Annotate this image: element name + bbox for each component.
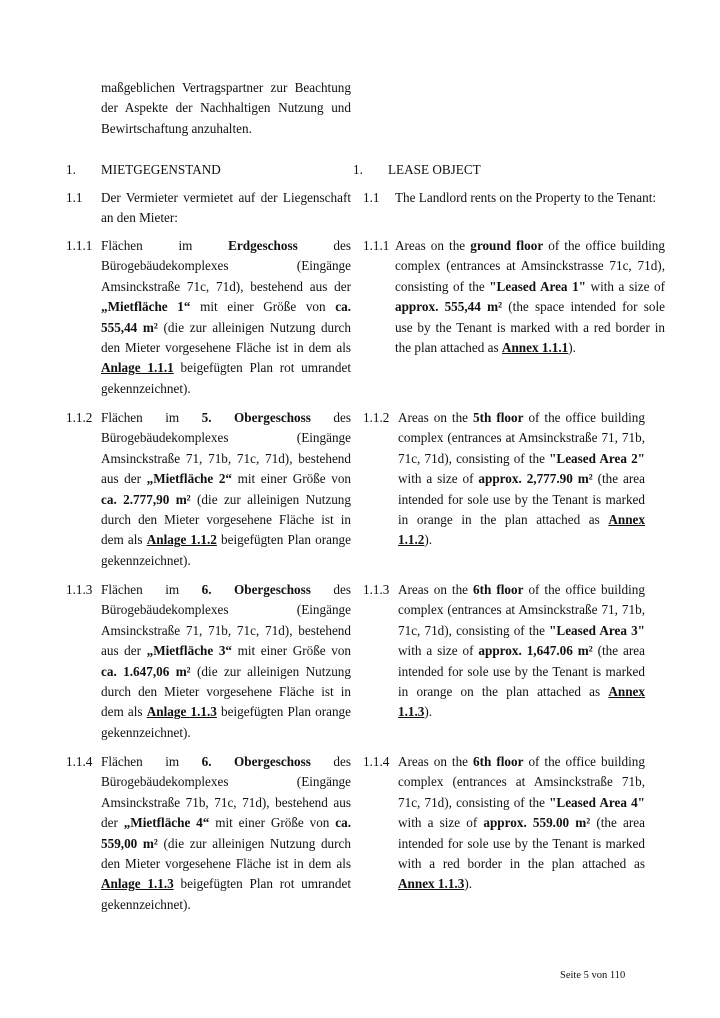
clause-number-de: 1.1.2 (66, 410, 93, 425)
page-number: Seite 5 von 110 (560, 970, 626, 981)
clause-number-en: 1.1 (363, 190, 380, 205)
annex-reference: Annex 1.1.1 (501, 340, 569, 356)
clause-text-de: Flächen im Erdgeschoss des Bürogebäudekomplexes (Eingänge Amsinckstraße 71c, 71d), bestehend aus der „Mietfläche 1“ mit einer Größe von ca. 555,44 m² (die zur alleinigen Nutzung durch den Mieter vorgesehene Fläche ist in dem als Anlage 1.1.1 beigefügten Plan rot umrandet gekennzeichnet). (101, 238, 351, 396)
clause-text-de: Flächen im 6. Obergeschoss des Bürogebäudekomplexes (Eingänge Amsinckstraße 71, 71b, 71c, 71d), bestehend aus der „Mietfläche 3“ mit einer Größe von ca. 1.647,06 m² (die zur alleinigen Nutzung durch den Mieter vorgesehene Fläche ist in dem als Anlage 1.1.3 beigefügten Plan orange gekennzeichnet). (101, 582, 352, 740)
clause-number-de: 1.1.1 (66, 238, 93, 253)
clause-text-en: Areas on the 6th floor of the office building complex (entrances at Amsinckstraße 71, 71b, 71c, 71d), consisting of the "Leased Area 3" with a size of approx. 1,647.06 m² (the area intended for sole use by the Tenant is marked in orange on the plan attached as Annex 1.1.3). (398, 582, 646, 720)
annex-reference: Anlage 1.1.2 (146, 532, 217, 548)
clause-text-en: Areas on the 6th floor of the office building complex (entrances at Amsinckstraße 71b, 71c, 71d), consisting of the "Leased Area 4" with a size of approx. 559.00 m² (the area intended for sole use by the Tenant is marked with a red border in the plan attached as Annex 1.1.3). (398, 754, 646, 892)
section-number-de: 1. (66, 162, 76, 177)
section-number-en: 1. (353, 162, 363, 177)
clause-number-en: 1.1.2 (363, 410, 390, 425)
clause-number-de: 1.1 (66, 190, 83, 205)
intro-paragraph (101, 78, 351, 139)
annex-reference: Anlage 1.1.3 (101, 876, 174, 892)
clause-number-en: 1.1.3 (363, 582, 390, 597)
section-title-en: LEASE OBJECT (388, 162, 481, 177)
clause-number-en: 1.1.1 (363, 238, 390, 253)
intro-text: maßgeblichen Vertragspartner zur Beachtung der Aspekte der Nachhaltigen Nutzung und Bewirtschaftung anzuhalten. (101, 80, 351, 136)
clause-text-en: Areas on the ground floor of the office building complex (entrances at Amsinckstrasse 71c, 71d), consisting of the "Leased Area 1" with a size of approx. 555,44 m² (the space intended for sole use by the Tenant is marked with a red border in the plan attached as Annex 1.1.1). (395, 238, 665, 356)
clause-text-de: Flächen im 6. Obergeschoss des Bürogebäudekomplexes (Eingänge Amsinckstraße 71b, 71c, 71d), bestehend aus der „Mietfläche 4“ mit einer Größe von ca. 559,00 m² (die zur alleinigen Nutzung durch den Mieter vorgesehene Fläche ist in dem als Anlage 1.1.3 beigefügten Plan rot umrandet gekennzeichnet). (101, 754, 351, 912)
clause-text-en: The Landlord rents on the Property to the Tenant: (395, 190, 657, 205)
clause-text-en: Areas on the 5th floor of the office building complex (entrances at Amsinckstraße 71, 71b, 71c, 71d), consisting of the "Leased Area 2" with a size of approx. 2,777.90 m² (the area intended for sole use by the Tenant is marked in orange in the plan attached as Annex 1.1.2). (398, 410, 646, 548)
annex-reference: Annex 1.1.3 (398, 876, 465, 892)
clause-number-de: 1.1.3 (66, 582, 93, 597)
annex-reference: Anlage 1.1.1 (101, 360, 174, 376)
clause-number-en: 1.1.4 (363, 754, 390, 769)
clause-number-de: 1.1.4 (66, 754, 93, 769)
annex-reference: Annex 1.1.2 (398, 512, 645, 548)
section-title-de: MIETGEGENSTAND (101, 162, 221, 177)
clause-text-de: Flächen im 5. Obergeschoss des Bürogebäudekomplexes (Eingänge Amsinckstraße 71, 71b, 71c, 71d), bestehend aus der „Mietfläche 2“ mit einer Größe von ca. 2.777,90 m² (die zur alleinigen Nutzung durch den Mieter vorgesehene Fläche ist in dem als Anlage 1.1.2 beigefügten Plan orange gekennzeichnet). (101, 410, 352, 568)
annex-reference: Anlage 1.1.3 (146, 704, 217, 720)
clause-text-de: Der Vermieter vermietet auf der Liegenschaft an den Mieter: (101, 190, 351, 226)
annex-reference: Annex 1.1.3 (398, 684, 645, 720)
